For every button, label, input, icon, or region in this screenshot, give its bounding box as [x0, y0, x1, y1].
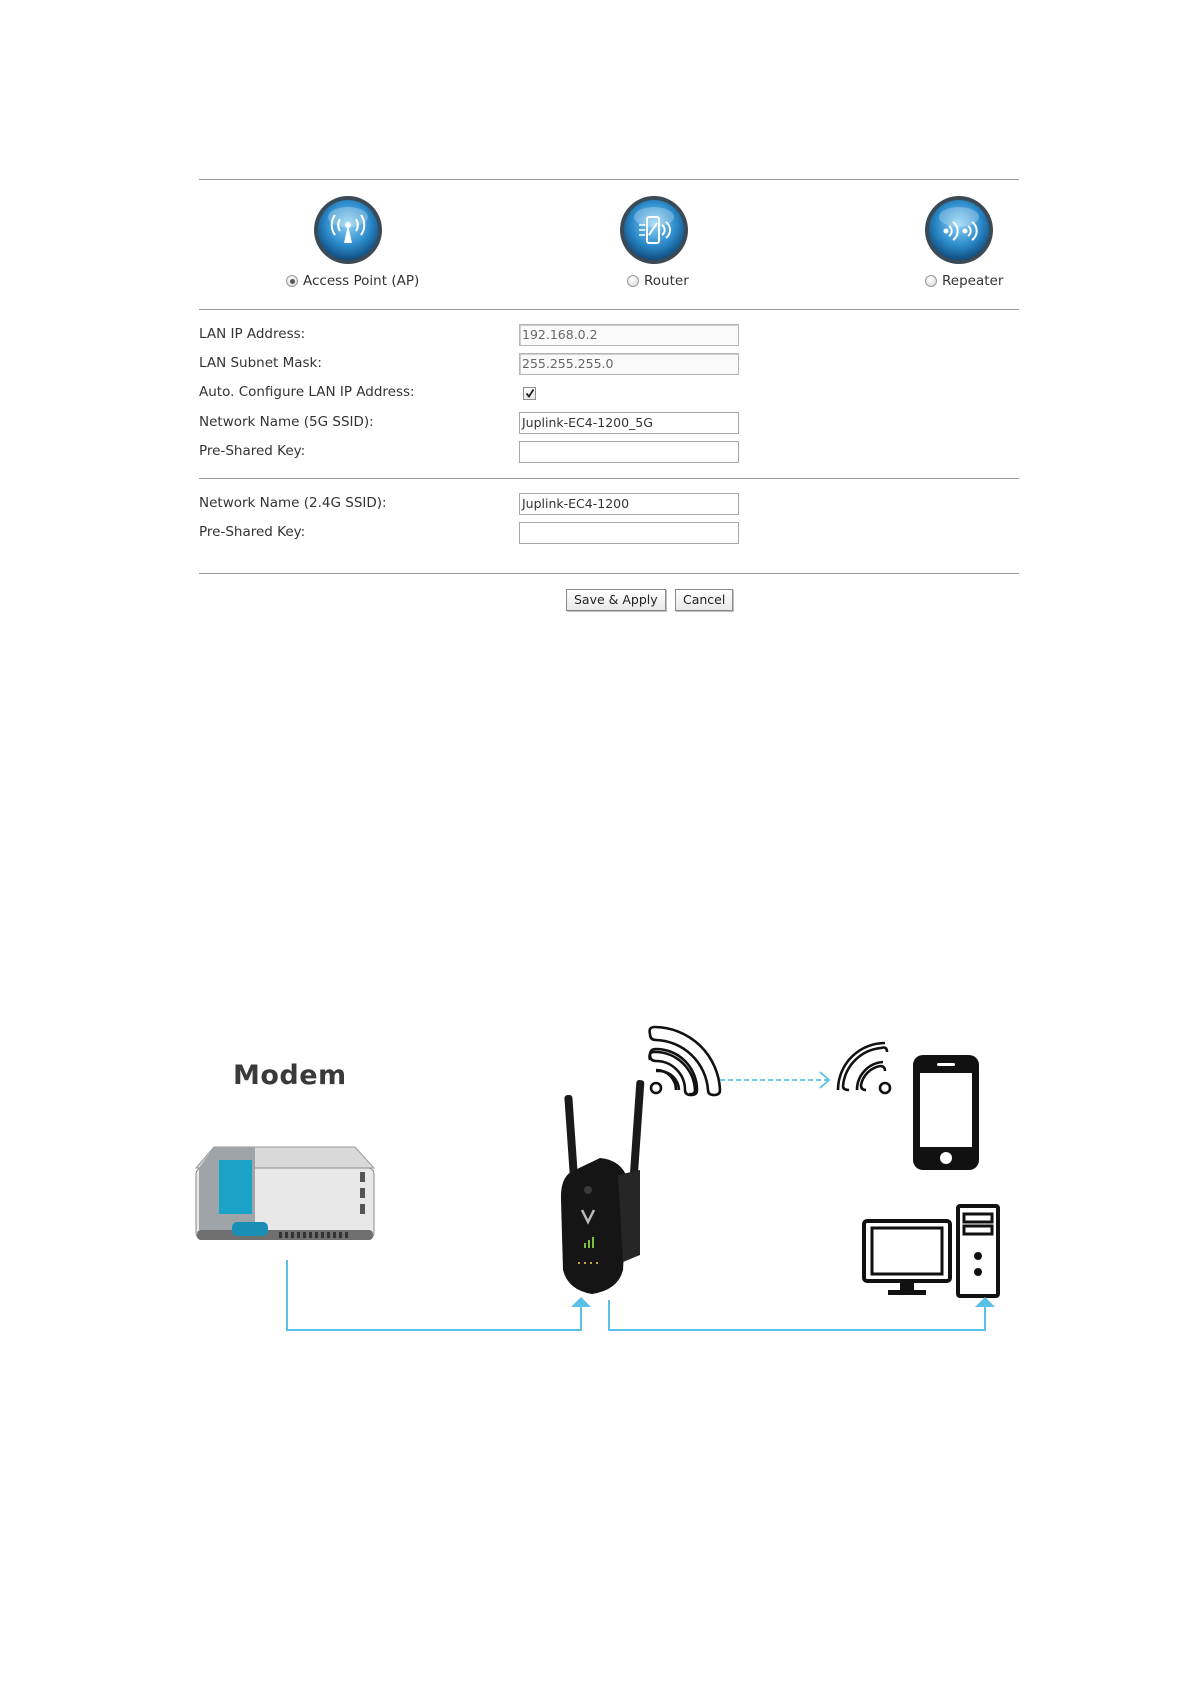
wired-connection-lines	[287, 1260, 985, 1330]
ssid-24g-field[interactable]: Juplink-EC4-1200	[519, 493, 739, 515]
wireless-link-arrow	[720, 1072, 829, 1088]
smartphone-icon	[913, 1055, 979, 1170]
wifi-receive-icon	[838, 1043, 890, 1093]
ssid-5g-field[interactable]: Juplink-EC4-1200_5G	[519, 412, 739, 434]
cancel-button[interactable]: Cancel	[675, 589, 733, 611]
arrow-up-icon	[571, 1297, 591, 1307]
modem-label: Modem	[233, 1060, 347, 1091]
lan-mask-field[interactable]: 255.255.255.0	[519, 353, 739, 375]
mode-ap-text: Access Point (AP)	[303, 273, 420, 289]
mode-repeater-text: Repeater	[942, 273, 1004, 289]
mode-router-text: Router	[644, 273, 689, 289]
desktop-computer-icon	[864, 1206, 998, 1296]
ssid-24g-label: Network Name (2.4G SSID):	[199, 495, 387, 511]
lan-ip-field[interactable]: 192.168.0.2	[519, 324, 739, 346]
extender-icon	[561, 1080, 645, 1294]
key-24g-label: Pre-Shared Key:	[199, 524, 306, 540]
key-5g-label: Pre-Shared Key:	[199, 443, 306, 459]
wifi-broadcast-icon	[650, 1027, 721, 1095]
lan-ip-label: LAN IP Address:	[199, 326, 306, 342]
modem-icon	[196, 1147, 374, 1240]
auto-config-label: Auto. Configure LAN IP Address:	[199, 384, 415, 400]
arrow-up-icon	[975, 1297, 995, 1307]
ssid-5g-label: Network Name (5G SSID):	[199, 414, 374, 430]
save-apply-button[interactable]: Save & Apply	[566, 589, 666, 611]
lan-mask-label: LAN Subnet Mask:	[199, 355, 322, 371]
